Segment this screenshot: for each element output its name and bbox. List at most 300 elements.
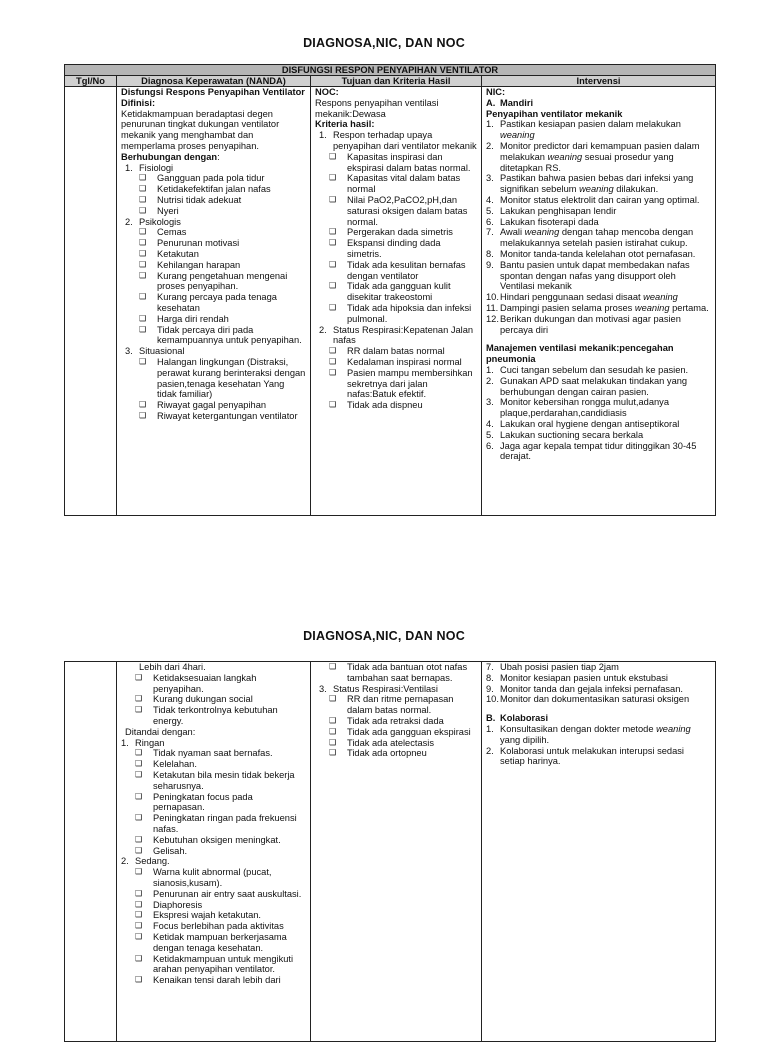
item-number: 9. bbox=[486, 683, 494, 694]
bullet-item bbox=[121, 889, 306, 900]
spacer bbox=[486, 705, 711, 713]
bullet-item bbox=[315, 368, 477, 400]
numbered-item bbox=[486, 430, 711, 441]
checkbox-bullet-icon: ❑ bbox=[139, 205, 147, 215]
outcome-criteria-label: Kriteria hasil: bbox=[315, 119, 375, 130]
item-text: Pergerakan dada simetris bbox=[347, 227, 453, 238]
item-number: 1. bbox=[121, 737, 129, 748]
item-text: Monitor kebersihan rongga mulut,adanya plaque,perdarahan,candidiasis bbox=[500, 397, 669, 419]
item-text: Pasien mampu membersihkan sekretnya dari jalan nafas:Batuk efektif. bbox=[347, 367, 473, 400]
checkbox-bullet-icon: ❑ bbox=[329, 715, 337, 725]
item-text bbox=[500, 173, 711, 195]
checkbox-bullet-icon: ❑ bbox=[329, 238, 337, 248]
item-text: Tidak ada gangguan kulit disekitar trakeostomi bbox=[347, 281, 451, 303]
item-text: RR dan ritme pernapasan dalam batas normal. bbox=[347, 694, 454, 716]
item-text: Cuci tangan sebelum dan sesudah ke pasien. bbox=[500, 364, 689, 375]
spacer bbox=[486, 335, 711, 343]
checkbox-bullet-icon: ❑ bbox=[329, 400, 337, 410]
item-text: Kolaborasi bbox=[500, 713, 549, 724]
item-text: Kelelahan. bbox=[153, 759, 197, 770]
numbered-item bbox=[486, 217, 711, 228]
numbered-item bbox=[486, 260, 711, 292]
item-text: Status Respirasi:Ventilasi bbox=[333, 683, 438, 694]
checkbox-bullet-icon: ❑ bbox=[329, 356, 337, 366]
item-number: 3. bbox=[486, 173, 494, 184]
numbered-item bbox=[486, 173, 711, 195]
item-number: 12. bbox=[486, 313, 499, 324]
col-header-goals: Tujuan dan Kriteria Hasil bbox=[311, 76, 482, 87]
checkbox-bullet-icon: ❑ bbox=[139, 410, 147, 420]
item-text: Tidak ada atelectasis bbox=[347, 737, 434, 748]
numbered-item bbox=[486, 376, 711, 398]
item-text: Penurunan motivasi bbox=[157, 238, 240, 249]
checkbox-bullet-icon: ❑ bbox=[329, 227, 337, 237]
checkbox-bullet-icon: ❑ bbox=[329, 281, 337, 291]
text-segment: Lakukan penghisapan lendir bbox=[500, 205, 617, 216]
item-text: Kurang pengetahuan mengenai proses penyapihan. bbox=[157, 270, 288, 292]
bullet-item bbox=[121, 195, 306, 206]
item-number: 1. bbox=[319, 130, 327, 141]
group-heading bbox=[315, 684, 477, 695]
checkbox-bullet-icon: ❑ bbox=[139, 324, 147, 334]
checkbox-bullet-icon: ❑ bbox=[135, 813, 143, 823]
text-segment: Dampingi pasien selama proses bbox=[500, 302, 635, 313]
checkbox-bullet-icon: ❑ bbox=[329, 694, 337, 704]
bullet-item bbox=[315, 662, 477, 684]
numbered-item bbox=[486, 746, 711, 768]
item-text: RR dalam batas normal bbox=[347, 346, 445, 357]
bullet-item bbox=[315, 238, 477, 260]
item-text: Situasional bbox=[139, 346, 185, 357]
item-text: Peningkatan focus pada pernapasan. bbox=[153, 791, 253, 813]
text-segment: Monitor dan dokumentasikan saturasi oksigen bbox=[500, 694, 690, 705]
checkbox-bullet-icon: ❑ bbox=[139, 356, 147, 366]
checkbox-bullet-icon: ❑ bbox=[135, 759, 143, 769]
bullet-item bbox=[121, 748, 306, 759]
item-text: Nilai PaO2,PaCO2,pH,dan saturasi oksigen dalam batas normal. bbox=[347, 194, 468, 227]
numbered-item bbox=[486, 662, 711, 673]
text-segment: Monitor status elektrolit dan cairan yang optimal. bbox=[500, 194, 700, 205]
checkbox-bullet-icon: ❑ bbox=[139, 173, 147, 183]
italic-term: weaning bbox=[579, 184, 614, 195]
text-segment: dilakukan. bbox=[613, 184, 659, 195]
bullet-item bbox=[121, 314, 306, 325]
item-text: Lakukan oral hygiene dengan antiseptikoral bbox=[500, 418, 680, 429]
text-segment: Konsultasikan dengan dokter metode bbox=[500, 723, 657, 734]
item-text: Kedalaman inspirasi normal bbox=[347, 356, 462, 367]
nic-label: NIC: bbox=[486, 87, 506, 97]
item-number: 10. bbox=[486, 694, 499, 705]
bullet-item bbox=[315, 346, 477, 357]
numbered-item bbox=[486, 303, 711, 314]
item-text: Respon terhadap upaya penyapihan dari ventilator mekanik bbox=[333, 130, 477, 151]
item-text: Lakukan suctioning secara berkala bbox=[500, 429, 644, 440]
item-text bbox=[500, 724, 711, 746]
numbered-item bbox=[486, 365, 711, 376]
bullet-item bbox=[121, 173, 306, 184]
checkbox-bullet-icon: ❑ bbox=[135, 769, 143, 779]
checkbox-bullet-icon: ❑ bbox=[135, 867, 143, 877]
numbered-item bbox=[486, 249, 711, 260]
item-number: 1. bbox=[125, 162, 133, 173]
item-number: 5. bbox=[486, 429, 494, 440]
item-text: Ekspresi wajah ketakutan. bbox=[153, 910, 262, 921]
group-heading bbox=[121, 217, 306, 228]
item-number: 9. bbox=[486, 259, 494, 270]
related-to-heading bbox=[121, 152, 306, 163]
item-text bbox=[500, 314, 711, 336]
item-text: Kenaikan tensi darah lebih dari bbox=[153, 975, 281, 986]
checkbox-bullet-icon: ❑ bbox=[329, 726, 337, 736]
item-text: Kehilangan harapan bbox=[157, 259, 241, 270]
item-text bbox=[500, 206, 711, 217]
item-number: 8. bbox=[486, 672, 494, 683]
item-text: Nutrisi tidak adekuat bbox=[157, 194, 242, 205]
text-segment: Hindari penggunaan sedasi disaat bbox=[500, 292, 644, 303]
item-text: Gelisah. bbox=[153, 845, 188, 856]
bullet-item bbox=[315, 281, 477, 303]
checkbox-bullet-icon: ❑ bbox=[139, 400, 147, 410]
item-text: Tidak ada gangguan ekspirasi bbox=[347, 726, 471, 737]
item-number: 2. bbox=[486, 140, 494, 151]
text-segment: pertama. bbox=[669, 302, 709, 313]
bullet-item bbox=[121, 705, 306, 727]
checkbox-bullet-icon: ❑ bbox=[329, 302, 337, 312]
bullet-item bbox=[315, 227, 477, 238]
numbered-item bbox=[486, 673, 711, 684]
column-header-row bbox=[65, 76, 716, 87]
item-text: Tidak ada ortopneu bbox=[347, 748, 427, 759]
item-text: Fisiologi bbox=[139, 162, 174, 173]
checkbox-bullet-icon: ❑ bbox=[329, 346, 337, 356]
noc-label: NOC: bbox=[315, 87, 339, 97]
item-text: Gunakan APD saat melakukan tindakan yang berhubungan dengan cairan pasien. bbox=[500, 375, 688, 397]
bullet-item bbox=[121, 673, 306, 695]
item-number: 7. bbox=[486, 662, 494, 672]
checkbox-bullet-icon: ❑ bbox=[135, 931, 143, 941]
section-header: DISFUNGSI RESPON PENYAPIHAN VENTILATOR bbox=[65, 65, 716, 76]
bullet-item bbox=[121, 910, 306, 921]
group-heading bbox=[121, 346, 306, 357]
bullet-item bbox=[121, 813, 306, 835]
bullet-item bbox=[121, 357, 306, 400]
text-segment: sesuai prosedur yang ditetapkan RS. bbox=[500, 151, 674, 173]
item-text bbox=[500, 217, 711, 228]
bullet-item bbox=[121, 932, 306, 954]
item-text bbox=[500, 746, 711, 768]
bullet-item bbox=[315, 195, 477, 227]
item-number: 10. bbox=[486, 292, 499, 303]
item-number: B. bbox=[486, 713, 496, 724]
item-text: Ketidakmampuan untuk mengikuti arahan penyapihan ventilator. bbox=[153, 953, 294, 975]
section-header-row bbox=[65, 65, 716, 76]
bullet-item bbox=[121, 759, 306, 770]
bullet-item bbox=[121, 835, 306, 846]
item-text: Tidak ada dispneu bbox=[347, 400, 423, 411]
text-segment: Berikan dukungan dan motivasi agar pasien percaya diri bbox=[500, 313, 681, 335]
section-heading bbox=[486, 98, 711, 109]
item-text bbox=[500, 119, 711, 141]
checkbox-bullet-icon: ❑ bbox=[329, 748, 337, 758]
bullet-item bbox=[315, 748, 477, 759]
checkbox-bullet-icon: ❑ bbox=[135, 834, 143, 844]
checkbox-bullet-icon: ❑ bbox=[135, 888, 143, 898]
item-number: 6. bbox=[486, 440, 494, 451]
italic-term: weaning bbox=[656, 723, 691, 734]
item-text: Kapasitas vital dalam batas normal bbox=[347, 173, 461, 195]
item-text: Ketakutan bila mesin tidak bekerja seharusnya. bbox=[153, 769, 295, 791]
item-text: Riwayat gagal penyapihan bbox=[157, 400, 267, 411]
checkbox-bullet-icon: ❑ bbox=[329, 662, 337, 671]
item-text: Warna kulit abnormal (pucat, sianosis,kusam). bbox=[153, 867, 272, 888]
text-segment: Lakukan fisoterapi dada bbox=[500, 216, 599, 227]
colon: : bbox=[217, 151, 220, 162]
italic-term: weaning bbox=[524, 227, 560, 238]
date-cell bbox=[65, 662, 117, 1042]
checkbox-bullet-icon: ❑ bbox=[139, 227, 147, 237]
page-title-1: DIAGNOSA,NIC, DAN NOC bbox=[303, 36, 465, 50]
subsection-title: Penyapihan ventilator mekanik bbox=[486, 108, 623, 119]
checkbox-bullet-icon: ❑ bbox=[135, 910, 143, 920]
checkbox-bullet-icon: ❑ bbox=[139, 259, 147, 269]
col-header-date: Tgl/No bbox=[65, 76, 117, 87]
item-text: Harga diri rendah bbox=[157, 313, 229, 324]
checkbox-bullet-icon: ❑ bbox=[329, 173, 337, 183]
goals-cell bbox=[311, 662, 482, 1042]
group-heading bbox=[121, 163, 306, 174]
table-row bbox=[65, 87, 716, 516]
group-heading bbox=[315, 130, 477, 152]
item-number: 3. bbox=[125, 346, 133, 357]
item-text bbox=[500, 662, 711, 673]
bullet-item bbox=[315, 357, 477, 368]
item-number: 11. bbox=[486, 302, 499, 313]
item-text: Jaga agar kepala tempat tidur ditinggikan 30-45 derajat. bbox=[500, 440, 697, 462]
care-plan-table-1 bbox=[64, 64, 716, 516]
subsection-title: Manajemen ventilasi mekanik:pencegahan pneumonia bbox=[486, 343, 674, 365]
bullet-item bbox=[121, 770, 306, 792]
care-plan-table-2 bbox=[64, 661, 716, 1042]
item-text bbox=[500, 292, 711, 303]
item-text: Tidak nyaman saat bernafas. bbox=[153, 748, 273, 759]
item-text: Kurang dukungan social bbox=[153, 694, 253, 705]
item-number: 2. bbox=[319, 324, 327, 335]
diagnosis-cell bbox=[117, 662, 311, 1042]
bullet-item bbox=[121, 954, 306, 976]
item-text: Psikologis bbox=[139, 216, 181, 227]
col-header-intervention: Intervensi bbox=[482, 76, 716, 87]
item-text: Peningkatan ringan pada frekuensi nafas. bbox=[153, 813, 297, 834]
item-text: Kapasitas inspirasi dan ekspirasi dalam batas normal. bbox=[347, 151, 471, 173]
text-segment: Monitor kesiapan pasien untuk ekstubasi bbox=[500, 672, 668, 683]
numbered-item bbox=[486, 206, 711, 217]
text-segment: Ubah posisi pasien tiap 2jam bbox=[500, 662, 619, 672]
item-number: 1. bbox=[486, 119, 494, 130]
item-text: Ketakutan bbox=[157, 248, 199, 259]
diagnosis-cell bbox=[117, 87, 311, 516]
item-text: Halangan lingkungan (Distraksi, perawat kurang berinteraksi dengan pasien,tenaga kesehatan Yang tidak familiar) bbox=[157, 356, 306, 400]
checkbox-bullet-icon: ❑ bbox=[135, 705, 143, 715]
related-to-label: Berhubungan dengan bbox=[121, 151, 218, 162]
checkbox-bullet-icon: ❑ bbox=[139, 292, 147, 302]
text-segment: Bantu pasien untuk dapat membedakan nafas spontan dengan nafas yang disupport oleh Ventilasi mekanik bbox=[500, 259, 690, 292]
bullet-item bbox=[121, 867, 306, 889]
group-heading bbox=[121, 738, 306, 749]
item-number: 6. bbox=[486, 216, 494, 227]
checkbox-bullet-icon: ❑ bbox=[329, 194, 337, 204]
text-segment: Monitor predictor dari kemampuan pasien dalam melakukan bbox=[500, 140, 700, 162]
item-number: 8. bbox=[486, 248, 494, 259]
bullet-item bbox=[121, 238, 306, 249]
italic-term: weaning bbox=[643, 292, 678, 303]
bullet-item bbox=[121, 846, 306, 857]
bullet-item bbox=[121, 292, 306, 314]
definition-text: Ketidakmampuan beradaptasi degen penurunan tingkat dukungan ventilator mekanik yang menghambat dan memperlama proses penyapihan. bbox=[121, 108, 280, 151]
checkbox-bullet-icon: ❑ bbox=[135, 694, 143, 704]
item-text: Gangguan pada pola tidur bbox=[157, 173, 265, 184]
checkbox-bullet-icon: ❑ bbox=[139, 270, 147, 280]
item-number: 3. bbox=[319, 683, 327, 694]
text-segment: Monitor tanda dan gejala infeksi pernafasan. bbox=[500, 683, 683, 694]
item-text: Ringan bbox=[135, 737, 165, 748]
bullet-item bbox=[315, 303, 477, 325]
item-number: 2. bbox=[486, 375, 494, 386]
item-text: Nyeri bbox=[157, 205, 179, 216]
checkbox-bullet-icon: ❑ bbox=[139, 248, 147, 258]
checkbox-bullet-icon: ❑ bbox=[139, 194, 147, 204]
checkbox-bullet-icon: ❑ bbox=[139, 238, 147, 248]
item-number: 2. bbox=[121, 856, 129, 867]
checkbox-bullet-icon: ❑ bbox=[135, 899, 143, 909]
noc-text: Respons penyapihan ventilasi mekanik:Dewasa bbox=[315, 97, 439, 119]
continued-text: Lebih dari 4hari. bbox=[139, 662, 206, 672]
item-text: Kebutuhan oksigen meningkat. bbox=[153, 834, 281, 845]
item-text: Riwayat ketergantungan ventilator bbox=[157, 410, 298, 421]
section-heading bbox=[486, 713, 711, 724]
item-text bbox=[500, 684, 711, 695]
item-number: 4. bbox=[486, 418, 494, 429]
checkbox-bullet-icon: ❑ bbox=[135, 791, 143, 801]
numbered-item bbox=[486, 227, 711, 249]
bullet-item bbox=[315, 727, 477, 738]
bullet-item bbox=[315, 716, 477, 727]
checkbox-bullet-icon: ❑ bbox=[139, 313, 147, 323]
text-segment: Monitor tanda-tanda kelelahan otot pernafasan. bbox=[500, 248, 696, 259]
bullet-item bbox=[121, 400, 306, 411]
col-header-diagnosis: Diagnosa Keperawatan (NANDA) bbox=[117, 76, 311, 87]
bullet-item bbox=[121, 325, 306, 347]
numbered-item bbox=[486, 119, 711, 141]
item-text: Tidak ada bantuan otot nafas tambahan saat bernapas. bbox=[347, 662, 468, 683]
indicated-by-label: Ditandai dengan: bbox=[125, 726, 196, 737]
item-text: Ketidak mampuan berkerjasama dengan tenaga kesehatan. bbox=[153, 931, 287, 953]
bullet-item bbox=[121, 975, 306, 986]
item-text bbox=[500, 694, 711, 705]
item-number: A. bbox=[486, 97, 496, 108]
item-text: Cemas bbox=[157, 227, 187, 238]
numbered-item bbox=[486, 397, 711, 419]
bullet-item bbox=[315, 738, 477, 749]
item-text: Sedang. bbox=[135, 856, 170, 867]
text-segment: Kolaborasi untuk melakukan interupsi sedasi setiap harinya. bbox=[500, 745, 684, 767]
bullet-item bbox=[121, 206, 306, 217]
bullet-item bbox=[315, 694, 477, 716]
item-number: 5. bbox=[486, 205, 494, 216]
intervention-cell bbox=[482, 87, 716, 516]
item-text: Ketidakefektifan jalan nafas bbox=[157, 184, 271, 195]
checkbox-bullet-icon: ❑ bbox=[329, 367, 337, 377]
item-text: Kurang percaya pada tenaga kesehatan bbox=[157, 292, 277, 313]
goals-cell bbox=[311, 87, 482, 516]
item-text: Ekspansi dinding dada simetris. bbox=[347, 238, 441, 259]
item-text bbox=[500, 673, 711, 684]
bullet-item bbox=[121, 260, 306, 271]
item-text: Tidak percaya diri pada kemampuannya untuk penyapihan. bbox=[157, 324, 302, 346]
bullet-item bbox=[315, 173, 477, 195]
numbered-item bbox=[486, 724, 711, 746]
text-segment: yang dipilih. bbox=[500, 734, 550, 745]
numbered-item bbox=[486, 314, 711, 336]
italic-term: weaning bbox=[500, 130, 535, 141]
checkbox-bullet-icon: ❑ bbox=[135, 975, 143, 985]
numbered-item bbox=[486, 292, 711, 303]
date-cell bbox=[65, 87, 117, 516]
checkbox-bullet-icon: ❑ bbox=[135, 672, 143, 682]
checkbox-bullet-icon: ❑ bbox=[329, 259, 337, 269]
bullet-item bbox=[315, 400, 477, 411]
bullet-item bbox=[121, 184, 306, 195]
text-segment: Pastikan kesiapan pasien dalam melakukan bbox=[500, 119, 681, 130]
group-heading bbox=[315, 325, 477, 347]
item-number: 1. bbox=[486, 723, 494, 734]
numbered-item bbox=[486, 419, 711, 430]
checkbox-bullet-icon: ❑ bbox=[135, 748, 143, 758]
numbered-item bbox=[486, 195, 711, 206]
group-heading bbox=[121, 856, 306, 867]
item-text bbox=[500, 141, 711, 173]
bullet-item bbox=[121, 271, 306, 293]
intervention-cell bbox=[482, 662, 716, 1042]
page-title-2: DIAGNOSA,NIC, DAN NOC bbox=[303, 629, 465, 643]
checkbox-bullet-icon: ❑ bbox=[139, 184, 147, 194]
bullet-item bbox=[121, 411, 306, 422]
bullet-item bbox=[315, 260, 477, 282]
checkbox-bullet-icon: ❑ bbox=[135, 845, 143, 855]
bullet-item bbox=[121, 694, 306, 705]
item-text: Mandiri bbox=[500, 97, 534, 108]
definition-label: Difinisi: bbox=[121, 97, 156, 108]
numbered-item bbox=[486, 694, 711, 705]
text-segment: Awali bbox=[500, 227, 525, 238]
item-text bbox=[500, 260, 711, 292]
italic-term: weaning bbox=[634, 302, 670, 313]
bullet-item bbox=[121, 900, 306, 911]
item-text: Ketidaksesuaian langkah penyapihan. bbox=[153, 672, 257, 694]
item-text bbox=[500, 195, 711, 206]
diagnosis-title: Disfungsi Respons Penyapihan Ventilator bbox=[121, 87, 305, 97]
bullet-item bbox=[121, 792, 306, 814]
numbered-item bbox=[486, 141, 711, 173]
item-text: Tidak ada kesulitan bernafas dengan ventilator bbox=[347, 259, 466, 281]
item-number: 7. bbox=[486, 227, 494, 238]
checkbox-bullet-icon: ❑ bbox=[135, 953, 143, 963]
item-text bbox=[500, 227, 711, 249]
item-number: 2. bbox=[486, 745, 494, 756]
item-text bbox=[500, 303, 711, 314]
item-text: Tidak terkontrolnya kebutuhan energy. bbox=[153, 705, 278, 726]
italic-term: weaning bbox=[547, 151, 583, 162]
text-segment: dengan tahap mencoba dengan melakukannya setelah pasien istirahat cukup. bbox=[500, 227, 694, 249]
